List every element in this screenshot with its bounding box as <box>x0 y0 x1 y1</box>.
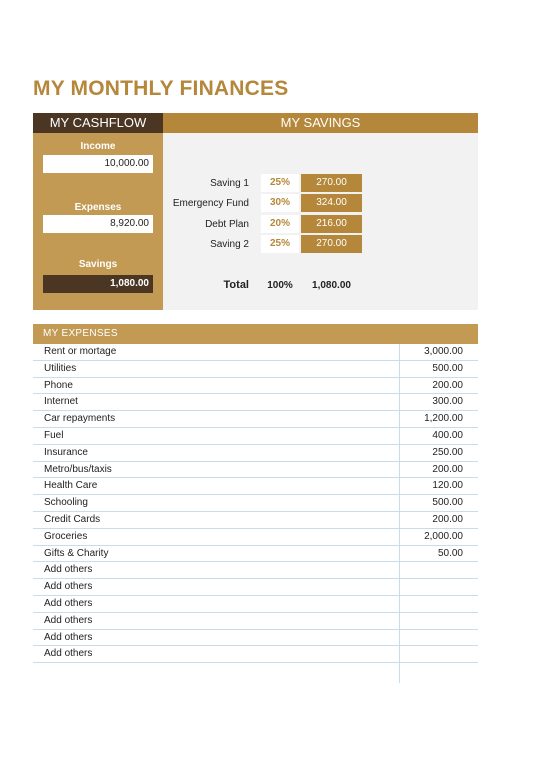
total-amount: 1,080.00 <box>312 280 351 291</box>
table-row <box>33 445 478 462</box>
income-label: Income <box>80 141 116 152</box>
saving-pct[interactable]: 30% <box>261 194 299 212</box>
savings-label: Savings <box>78 259 118 270</box>
expense-name[interactable]: Add others <box>44 564 93 576</box>
expenses-value[interactable]: 8,920.00 <box>43 215 153 233</box>
table-row <box>33 613 478 630</box>
expense-name[interactable]: Add others <box>44 597 93 609</box>
expense-value[interactable]: 500.00 <box>399 361 478 377</box>
table-row <box>33 529 478 546</box>
expense-value[interactable] <box>399 596 478 612</box>
expense-value[interactable] <box>399 579 478 595</box>
table-row <box>33 512 478 529</box>
expense-value[interactable]: 200.00 <box>399 378 478 394</box>
saving-pct[interactable]: 20% <box>261 215 299 233</box>
page-title: MY MONTHLY FINANCES <box>33 77 289 100</box>
saving-name: Saving 1 <box>210 178 249 189</box>
saving-amount: 270.00 <box>301 235 362 253</box>
expense-name[interactable]: Add others <box>44 648 93 660</box>
table-row <box>33 562 478 579</box>
expense-name[interactable]: Groceries <box>44 530 88 542</box>
table-row <box>33 428 478 445</box>
table-row <box>33 630 478 647</box>
expense-name[interactable]: Internet <box>44 396 78 408</box>
saving-name: Debt Plan <box>205 219 249 230</box>
table-row <box>33 546 478 563</box>
table-row <box>33 495 478 512</box>
total-label: Total <box>223 279 249 291</box>
table-row <box>33 394 478 411</box>
expense-value[interactable]: 3,000.00 <box>399 344 478 360</box>
expense-value[interactable] <box>399 562 478 578</box>
expenses-table <box>33 344 478 683</box>
expense-name[interactable]: Phone <box>44 379 73 391</box>
expense-value[interactable]: 250.00 <box>399 445 478 461</box>
saving-name: Saving 2 <box>210 239 249 250</box>
expense-value[interactable]: 50.00 <box>399 546 478 562</box>
saving-amount: 216.00 <box>301 215 362 233</box>
saving-name: Emergency Fund <box>172 198 249 209</box>
savings-panel <box>163 133 478 310</box>
saving-amount: 270.00 <box>301 174 362 192</box>
expense-name[interactable]: Add others <box>44 631 93 643</box>
expense-name[interactable]: Utilities <box>44 362 77 374</box>
table-row <box>33 646 478 663</box>
expense-value[interactable]: 200.00 <box>399 462 478 478</box>
expense-value[interactable]: 400.00 <box>399 428 478 444</box>
expense-value[interactable]: 500.00 <box>399 495 478 511</box>
savings-header: MY SAVINGS <box>163 113 478 133</box>
expense-value[interactable]: 2,000.00 <box>399 529 478 545</box>
income-value[interactable]: 10,000.00 <box>43 155 153 173</box>
expense-name[interactable]: Insurance <box>44 446 88 458</box>
expense-name[interactable]: Rent or mortage <box>44 346 117 357</box>
table-row <box>33 378 478 395</box>
expense-value[interactable]: 200.00 <box>399 512 478 528</box>
expense-value[interactable] <box>399 646 478 662</box>
table-row <box>33 361 478 378</box>
expense-name[interactable]: Credit Cards <box>44 513 101 525</box>
expense-name[interactable]: Metro/bus/taxis <box>44 463 112 475</box>
table-row <box>33 478 478 495</box>
expense-value[interactable] <box>399 630 478 646</box>
cashflow-header: MY CASHFLOW <box>33 113 163 133</box>
saving-amount: 324.00 <box>301 194 362 212</box>
expense-name[interactable]: Car repayments <box>44 413 116 425</box>
expense-name[interactable]: Gifts & Charity <box>44 547 109 559</box>
table-row <box>33 663 478 683</box>
saving-pct[interactable]: 25% <box>261 235 299 253</box>
expenses-header: MY EXPENSES <box>33 324 478 344</box>
expense-name[interactable]: Fuel <box>44 429 64 441</box>
expense-value[interactable]: 1,200.00 <box>399 411 478 427</box>
expense-name[interactable]: Health Care <box>44 480 98 492</box>
expense-name[interactable]: Add others <box>44 581 93 593</box>
table-row <box>33 344 478 361</box>
cashflow-panel <box>33 133 163 310</box>
table-row <box>33 411 478 428</box>
table-row <box>33 462 478 479</box>
expense-value[interactable]: 120.00 <box>399 478 478 494</box>
table-row <box>33 579 478 596</box>
total-pct: 100% <box>267 280 293 291</box>
expense-name[interactable]: Add others <box>44 614 93 626</box>
table-row <box>33 596 478 613</box>
expenses-label: Expenses <box>74 202 122 213</box>
expense-value[interactable]: 300.00 <box>399 394 478 410</box>
expense-value[interactable] <box>399 613 478 629</box>
savings-value[interactable]: 1,080.00 <box>43 275 153 293</box>
expense-value[interactable] <box>399 663 478 683</box>
expense-name[interactable]: Schooling <box>44 497 88 509</box>
saving-pct[interactable]: 25% <box>261 174 299 192</box>
